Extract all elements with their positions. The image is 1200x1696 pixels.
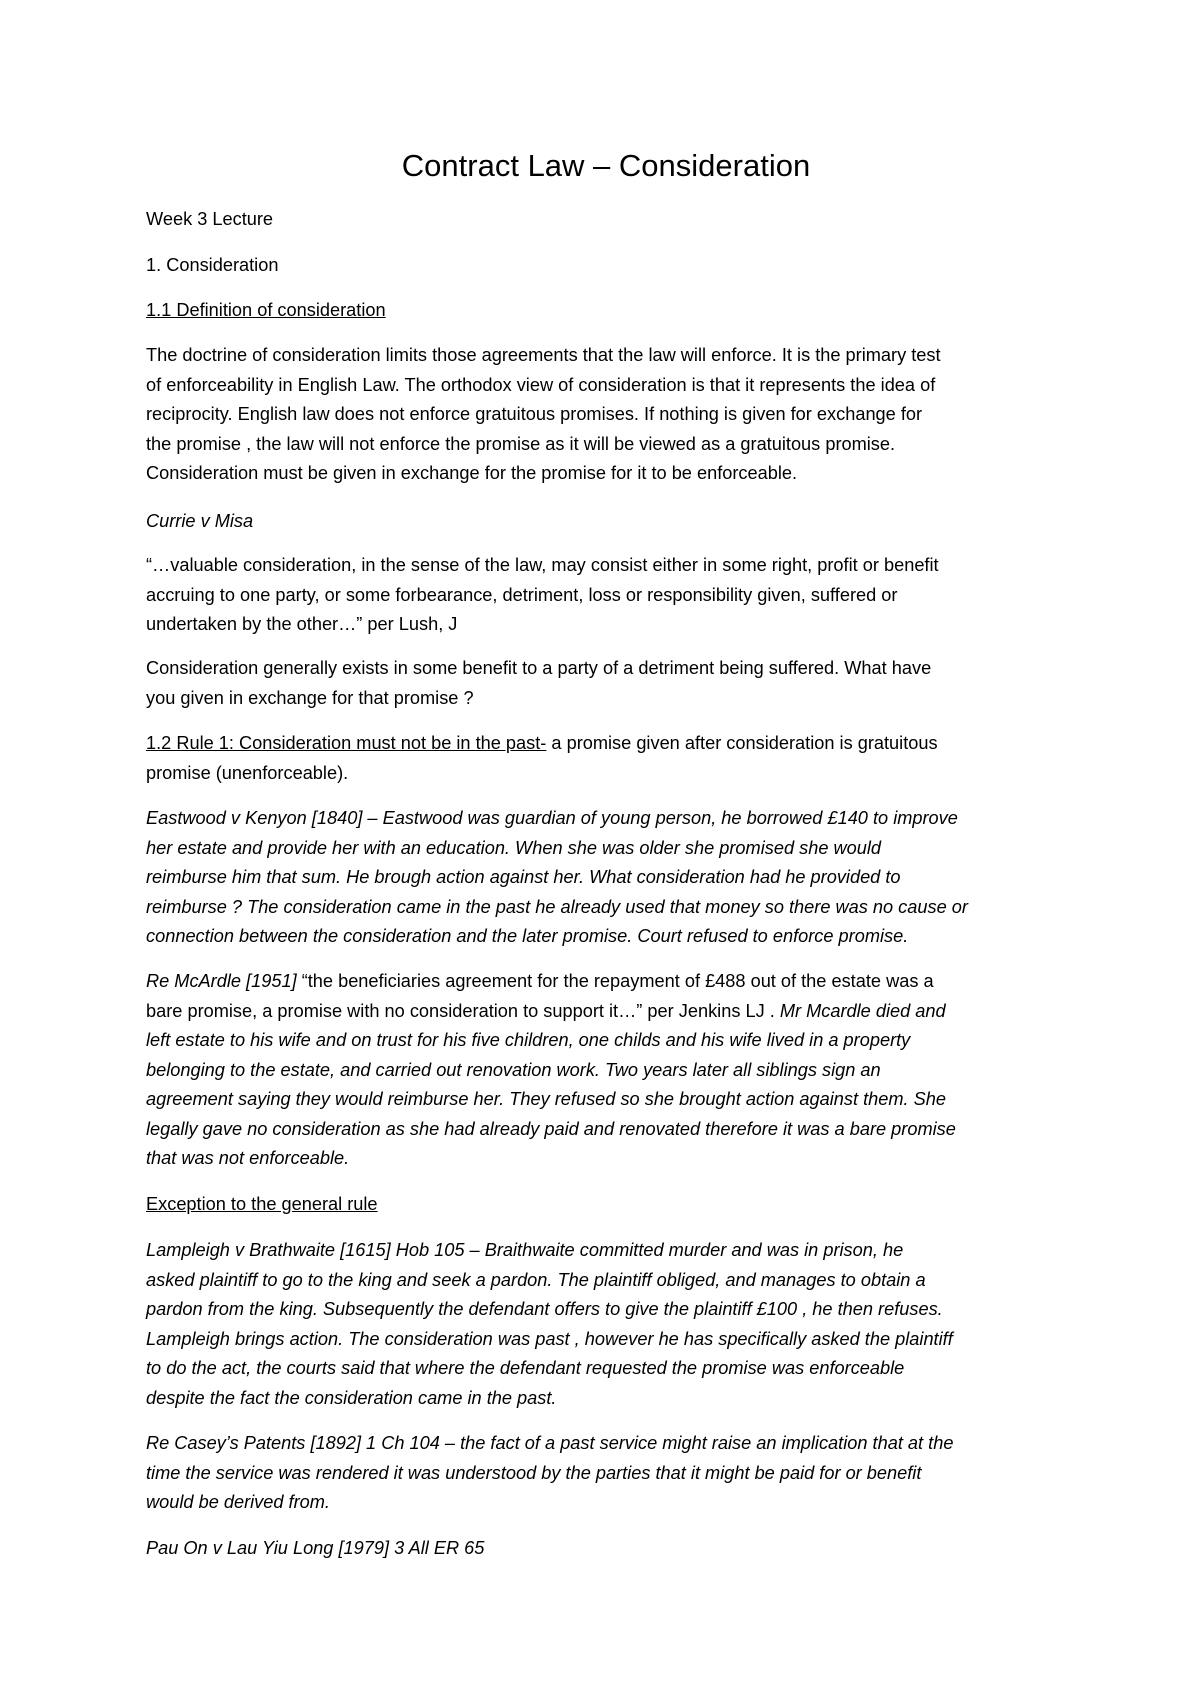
mcardle-line <box>146 997 1066 1027</box>
currie-case-title: Currie v Misa <box>146 511 254 531</box>
currie-quote <box>146 551 1066 640</box>
quote-line: undertaken by the other…” per Lush, J <box>146 614 458 634</box>
lampleigh-paragraph <box>146 1236 1066 1413</box>
lampleigh-line: to do the act, the courts said that where the defendant requested the promise was enforceable <box>146 1358 905 1378</box>
mcardle-line <box>146 967 1066 997</box>
mcardle-line: legally gave no consideration as she had already paid and renovated therefore it was a bare promise <box>146 1118 956 1139</box>
doctrine-line: The doctrine of consideration limits those agreements that the law will enforce. It is the primary test <box>146 345 941 365</box>
section-1-1-heading: 1.1 Definition of consideration <box>146 300 386 320</box>
doctrine-line: reciprocity. English law does not enforce gratuitous promises. If nothing is given for exchange for <box>146 404 923 424</box>
section-1-heading: 1. Consideration <box>146 255 279 275</box>
generally-paragraph <box>146 654 1066 713</box>
rule-1-line: promise (unenforceable). <box>146 762 349 783</box>
doctrine-paragraph <box>146 341 1066 489</box>
generally-line: Consideration generally exists in some benefit to a party of a detriment being suffered. What have <box>146 658 932 678</box>
generally-line: you given in exchange for that promise ? <box>146 687 474 708</box>
eastwood-line: her estate and provide her with an education. When she was older she promised she would <box>146 837 882 858</box>
page-title: Contract Law – Consideration <box>401 148 811 183</box>
eastwood-line: reimburse him that sum. He brough action against her. What consideration had he provided to <box>146 867 901 887</box>
week-label: Week 3 Lecture <box>146 209 274 229</box>
mcardle-quote-start: “the beneficiaries agreement for the repayment of £488 out of the estate was a <box>301 971 934 991</box>
quote-line: “…valuable consideration, in the sense of the law, may consist either in some right, profit or benefit <box>146 555 939 575</box>
mcardle-case-name: Re McArdle [1951] <box>146 971 302 991</box>
mcardle-paragraph <box>146 967 1066 1174</box>
casey-line: time the service was rendered it was understood by the parties that it might be paid for or benefit <box>146 1462 922 1483</box>
mcardle-line: left estate to his wife and on trust for his five children, one childs and his wife lived in a property <box>146 1030 911 1050</box>
eastwood-line: reimburse ? The consideration came in the past he already used that money so there was no cause or <box>146 896 968 917</box>
eastwood-line: Eastwood v Kenyon [1840] – Eastwood was guardian of young person, he borrowed £140 to improve <box>146 808 958 828</box>
rule-1-line <box>146 729 1066 759</box>
mcardle-line: that was not enforceable. <box>146 1148 350 1168</box>
mcardle-line: agreement saying they would reimburse her. They refused so she brought action against them. She <box>146 1089 947 1109</box>
rule-1-heading: 1.2 Rule 1: Consideration must not be in the past- <box>146 733 547 753</box>
casey-line: Re Casey’s Patents [1892] 1 Ch 104 – the fact of a past service might raise an implication that at the <box>146 1433 954 1453</box>
eastwood-paragraph <box>146 804 1066 952</box>
lampleigh-line: Lampleigh v Brathwaite [1615] Hob 105 – Braithwaite committed murder and was in prison, he <box>146 1240 904 1260</box>
quote-line: accruing to one party, or some forbearance, detriment, loss or responsibility given, suffered or <box>146 584 898 605</box>
mcardle-quote-end: bare promise, a promise with no consideration to support it…” per Jenkins LJ . <box>146 1000 780 1021</box>
rule-1-paragraph <box>146 729 1066 788</box>
eastwood-line: connection between the consideration and the later promise. Court refused to enforce promise. <box>146 926 909 946</box>
mcardle-line: belonging to the estate, and carried out renovation work. Two years later all siblings sign an <box>146 1059 881 1080</box>
pau-on-case: Pau On v Lau Yiu Long [1979] 3 All ER 65 <box>146 1538 485 1558</box>
exception-heading: Exception to the general rule <box>146 1194 378 1214</box>
lampleigh-line: despite the fact the consideration came in the past. <box>146 1387 557 1408</box>
doctrine-line: the promise , the law will not enforce the promise as it will be viewed as a gratuitous promise. <box>146 433 896 454</box>
lampleigh-line: Lampleigh brings action. The consideration was past , however he has specifically asked the plaintiff <box>146 1328 953 1349</box>
lampleigh-line: asked plaintiff to go to the king and seek a pardon. The plaintiff obliged, and manages to obtain a <box>146 1269 926 1290</box>
doctrine-line: Consideration must be given in exchange for the promise for it to be enforceable. <box>146 463 798 483</box>
rule-1-text: a promise given after consideration is gratuitous <box>546 733 938 753</box>
casey-paragraph <box>146 1429 1066 1518</box>
casey-line: would be derived from. <box>146 1492 330 1512</box>
doctrine-line: of enforceability in English Law. The orthodox view of consideration is that it represents the idea of <box>146 374 936 395</box>
lampleigh-line: pardon from the king. Subsequently the defendant offers to give the plaintiff £100 , he then refuses. <box>146 1299 943 1319</box>
mcardle-facts-start: Mr Mcardle died and <box>779 1000 946 1021</box>
